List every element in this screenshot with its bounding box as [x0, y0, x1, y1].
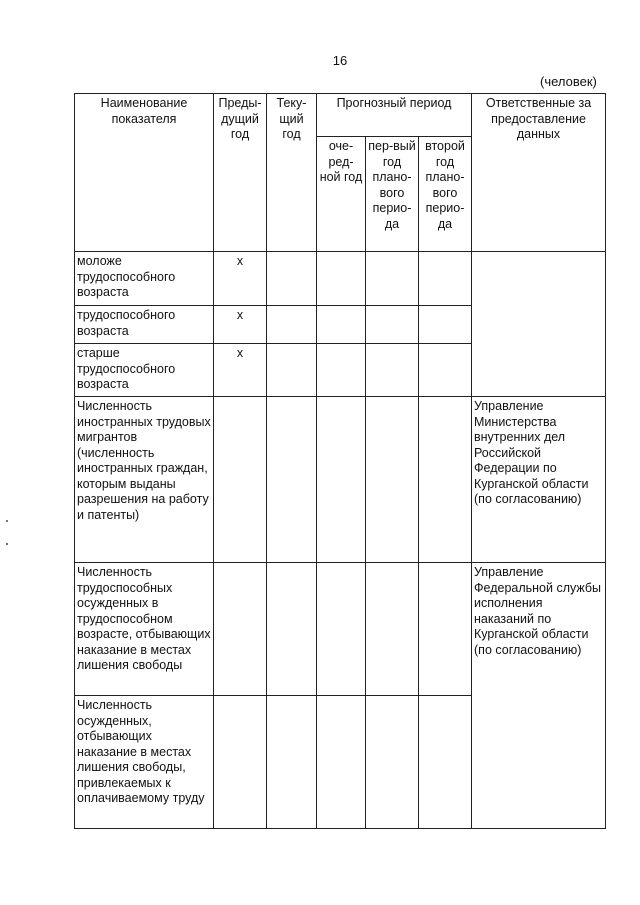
indicators-table — [74, 93, 606, 829]
header-second-planned-year: второй год плано-вого перио-да — [419, 137, 472, 252]
table-row — [75, 397, 606, 563]
header-responsible: Ответственные за предоставление данных — [472, 94, 606, 252]
row-first-planned-value — [366, 252, 419, 306]
row-next-year-value — [317, 252, 366, 306]
margin-mark — [6, 520, 8, 522]
row-responsible — [472, 252, 606, 397]
row-first-planned-value — [366, 696, 419, 829]
row-first-planned-value — [366, 563, 419, 696]
row-current-value — [267, 397, 317, 563]
row-current-value — [267, 563, 317, 696]
row-name: старше трудоспособного возраста — [75, 344, 214, 397]
row-current-value — [267, 696, 317, 829]
table-row — [75, 252, 606, 306]
row-previous-value: х — [214, 306, 267, 344]
row-second-planned-value — [419, 252, 472, 306]
row-next-year-value — [317, 696, 366, 829]
row-second-planned-value — [419, 306, 472, 344]
row-current-value — [267, 344, 317, 397]
row-responsible: Управление Федеральной службы исполнения наказаний по Курганской области (по согласованию) — [472, 563, 606, 829]
row-previous-value — [214, 397, 267, 563]
row-first-planned-value — [366, 344, 419, 397]
row-responsible: Управление Министерства внутренних дел Российской Федерации по Курганской области (по согласованию) — [472, 397, 606, 563]
units-label: (человек) — [540, 74, 597, 89]
header-previous-year: Преды-дущий год — [214, 94, 267, 252]
header-indicator: Наименование показателя — [75, 94, 214, 252]
row-next-year-value — [317, 397, 366, 563]
row-name: Численность трудоспособных осужденных в трудоспособном возрасте, отбывающих наказание в местах лишения свободы — [75, 563, 214, 696]
row-previous-value: х — [214, 344, 267, 397]
row-current-value — [267, 252, 317, 306]
page-number: 16 — [332, 53, 348, 68]
table-row — [75, 563, 606, 696]
row-second-planned-value — [419, 344, 472, 397]
row-next-year-value — [317, 306, 366, 344]
row-previous-value — [214, 696, 267, 829]
row-first-planned-value — [366, 397, 419, 563]
header-next-year: оче-ред-ной год — [317, 137, 366, 252]
row-previous-value — [214, 563, 267, 696]
header-current-year: Теку-щий год — [267, 94, 317, 252]
margin-mark — [6, 543, 8, 545]
row-second-planned-value — [419, 696, 472, 829]
row-first-planned-value — [366, 306, 419, 344]
row-second-planned-value — [419, 563, 472, 696]
row-second-planned-value — [419, 397, 472, 563]
row-next-year-value — [317, 563, 366, 696]
row-next-year-value — [317, 344, 366, 397]
row-name: Численность иностранных трудовых мигрантов (численность иностранных граждан, которым выданы разрешения на работу и патенты) — [75, 397, 214, 563]
row-name: моложе трудоспособного возраста — [75, 252, 214, 306]
row-previous-value: х — [214, 252, 267, 306]
row-current-value — [267, 306, 317, 344]
header-first-planned-year: пер-вый год плано-вого перио-да — [366, 137, 419, 252]
header-forecast-period: Прогнозный период — [317, 94, 472, 137]
row-name: Численность осужденных, отбывающих наказание в местах лишения свободы, привлекаемых к оплачиваемому труду — [75, 696, 214, 829]
row-name: трудоспособного возраста — [75, 306, 214, 344]
